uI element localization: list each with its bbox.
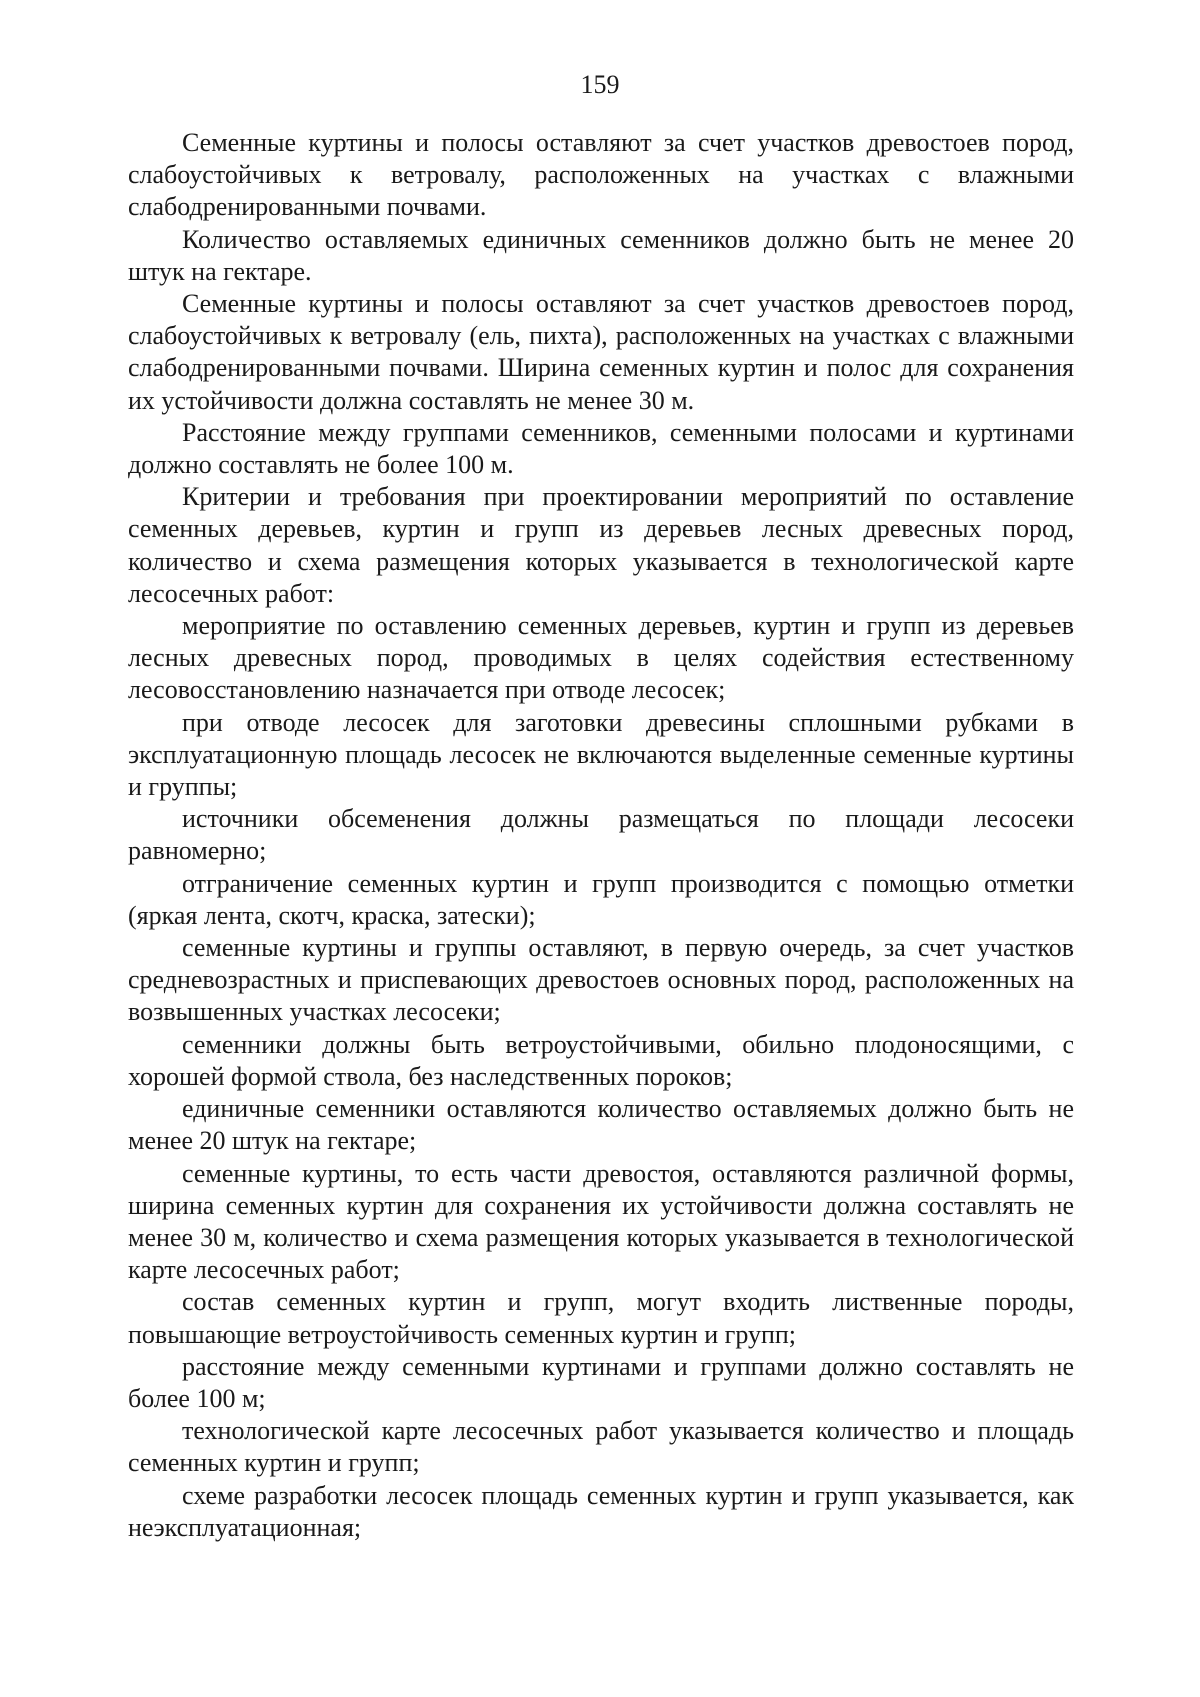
paragraph: Семенные куртины и полосы оставляют за счет участков древостоев пород, слабоустойчивых к ветровалу (ель, пихта), расположенных на участках с влажными слабодренированными почвами. Ширина семенных куртин и полос для сохранения их устойчивости должна составлять не менее 30 м. [128,289,1074,415]
list-item: состав семенных куртин и групп, могут входить лиственные породы, повышающие ветроустойчивость семенных куртин и групп; [128,1287,1074,1349]
list-item: единичные семенники оставляются количество оставляемых должно быть не менее 20 штук на гектаре; [128,1094,1074,1156]
list-item: мероприятие по оставлению семенных деревьев, куртин и групп из деревьев лесных древесных пород, проводимых в целях содействия естественному лесовосстановлению назначается при отводе лесосек; [128,611,1074,705]
list-item: семенники должны быть ветроустойчивыми, обильно плодоносящими, с хорошей формой ствола, без наследственных пороков; [128,1029,1074,1091]
list-item: при отводе лесосек для заготовки древесины сплошными рубками в эксплуатационную площадь лесосек не включаются выделенные семенные куртины и группы; [128,707,1074,802]
list-item: отграничение семенных куртин и групп производится с помощью отметки (яркая лента, скотч, краска, затески); [128,868,1074,930]
paragraph: Критерии и требования при проектировании мероприятий по оставление семенных деревьев, куртин и групп из деревьев лесных древесных пород, количество и схема размещения которых указывается в технологической карте лесосечных работ: [128,482,1074,608]
list-item: источники обсеменения должны размещаться по площади лесосеки равномерно; [128,804,1074,866]
list-item: схеме разработки лесосек площадь семенных куртин и групп указывается, как неэксплуатационная; [128,1480,1074,1542]
list-item: семенные куртины и группы оставляют, в первую очередь, за счет участков средневозрастных и приспевающих древостоев основных пород, расположенных на возвышенных участках лесосеки; [128,933,1074,1027]
list-item: семенные куртины, то есть части древостоя, оставляются различной формы, ширина семенных куртин для сохранения их устойчивости должна составлять не менее 30 м, количество и схема размещения которых указывается в технологической карте лесосечных работ; [128,1158,1074,1285]
paragraph: Расстояние между группами семенников, семенными полосами и куртинами должно составлять не более 100 м. [128,417,1074,480]
body-text [128,127,1074,1544]
page-number: 159 [580,70,620,99]
paragraph: Количество оставляемых единичных семенников должно быть не менее 20 штук на гектаре. [128,224,1074,286]
paragraph: Семенные куртины и полосы оставляют за счет участков древостоев пород, слабоустойчивых к ветровалу, расположенных на участках с влажными слабодренированными почвами. [128,128,1074,222]
list-item: технологической карте лесосечных работ указывается количество и площадь семенных куртин и групп; [128,1416,1074,1478]
list-item: расстояние между семенными куртинами и группами должно составлять не более 100 м; [128,1351,1074,1413]
